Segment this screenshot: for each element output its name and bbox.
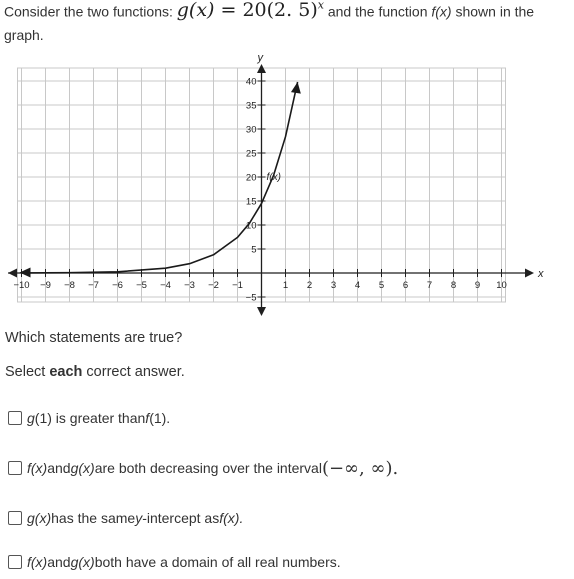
x-tick-label: −8 bbox=[64, 280, 75, 291]
x-tick-label: −6 bbox=[112, 280, 123, 291]
x-axis-left-arrow bbox=[8, 269, 17, 278]
question-prompt bbox=[4, 0, 570, 47]
option-3-part-b: has the same bbox=[51, 510, 136, 526]
option-3-part-c: y bbox=[135, 510, 143, 526]
function-graph bbox=[0, 52, 574, 324]
x-tick-label: 3 bbox=[330, 280, 337, 291]
y-tick-label: 35 bbox=[245, 100, 257, 112]
prompt-tail: shown in the graph. bbox=[4, 3, 535, 44]
y-axis-label: y bbox=[257, 52, 263, 64]
y-tick-label: 10 bbox=[245, 220, 257, 232]
g-rhs: = 20(2. 5) bbox=[214, 0, 318, 22]
select-bold: each bbox=[49, 364, 83, 380]
g-exponent: x bbox=[317, 0, 324, 12]
x-tick-label: −9 bbox=[40, 280, 51, 291]
x-tick-label: 9 bbox=[474, 280, 481, 291]
y-tick-label: −5 bbox=[245, 292, 257, 304]
select-instruction bbox=[5, 364, 185, 380]
checkbox-1[interactable] bbox=[8, 411, 22, 425]
y-tick-label: 5 bbox=[251, 244, 257, 256]
x-tick-label: 8 bbox=[450, 280, 457, 291]
y-tick-label: 30 bbox=[245, 124, 257, 136]
checkbox-4[interactable] bbox=[8, 555, 22, 569]
option-2-part-b: and bbox=[47, 460, 71, 476]
option-1-part-a: g bbox=[27, 410, 35, 426]
x-tick-label: 2 bbox=[306, 280, 313, 291]
x-tick-label: 5 bbox=[378, 280, 385, 291]
option-3-part-d: -intercept as bbox=[142, 510, 220, 526]
option-1-part-c: f bbox=[145, 410, 150, 426]
x-tick-label: 1 bbox=[282, 280, 289, 291]
y-axis-down-arrow bbox=[257, 307, 266, 316]
x-axis-label: x bbox=[538, 268, 544, 280]
option-1-part-d: (1). bbox=[149, 410, 171, 426]
option-4-part-c: g(x) bbox=[70, 554, 95, 570]
y-tick-label: 15 bbox=[245, 196, 257, 208]
g-lhs: g(x) bbox=[176, 0, 215, 22]
x-tick-label: −3 bbox=[184, 280, 195, 291]
prompt-middle: and the function bbox=[323, 3, 432, 20]
x-tick-label: −2 bbox=[208, 280, 219, 291]
x-tick-label: −5 bbox=[136, 280, 147, 291]
answer-option-2[interactable] bbox=[8, 457, 398, 479]
answer-option-4[interactable] bbox=[8, 551, 341, 573]
x-tick-label: −10 bbox=[13, 280, 30, 291]
select-pre: Select bbox=[5, 364, 50, 380]
option-4-part-b: and bbox=[47, 554, 71, 570]
x-tick-label: 4 bbox=[354, 280, 361, 291]
answer-option-1[interactable] bbox=[8, 407, 170, 429]
y-tick-label: 40 bbox=[245, 76, 257, 88]
option-2-part-d: are both decreasing over the interval bbox=[94, 460, 322, 476]
which-statements-text: Which statements are true? bbox=[5, 330, 183, 346]
option-2-part-a: f(x) bbox=[27, 460, 48, 476]
x-tick-label: 10 bbox=[496, 280, 507, 291]
x-tick-label: 6 bbox=[402, 280, 409, 291]
option-2-interval: (−∞, ∞). bbox=[321, 457, 399, 479]
answer-option-3[interactable] bbox=[8, 507, 243, 529]
option-4-part-a: f(x) bbox=[27, 554, 48, 570]
option-2-part-c: g(x) bbox=[70, 460, 95, 476]
y-tick-label: 25 bbox=[245, 148, 257, 160]
x-tick-label: 7 bbox=[426, 280, 433, 291]
x-tick-label: −1 bbox=[232, 280, 243, 291]
option-3-part-e: f(x). bbox=[219, 510, 244, 526]
prompt-f-name: f(x) bbox=[431, 3, 452, 20]
checkbox-2[interactable] bbox=[8, 461, 22, 475]
x-axis-right-arrow bbox=[525, 269, 534, 278]
g-equation bbox=[177, 0, 324, 21]
option-4-part-d: both have a domain of all real numbers. bbox=[94, 554, 341, 570]
curve-label-f: f(x) bbox=[266, 171, 281, 183]
y-tick-label: 20 bbox=[245, 172, 257, 184]
x-tick-label: −7 bbox=[88, 280, 99, 291]
checkbox-3[interactable] bbox=[8, 511, 22, 525]
option-3-part-a: g(x) bbox=[27, 510, 52, 526]
select-post: correct answer. bbox=[82, 364, 185, 380]
option-1-part-b: (1) is greater than bbox=[34, 410, 146, 426]
x-tick-label: −4 bbox=[160, 280, 171, 291]
prompt-lead: Consider the two functions: bbox=[4, 3, 177, 20]
